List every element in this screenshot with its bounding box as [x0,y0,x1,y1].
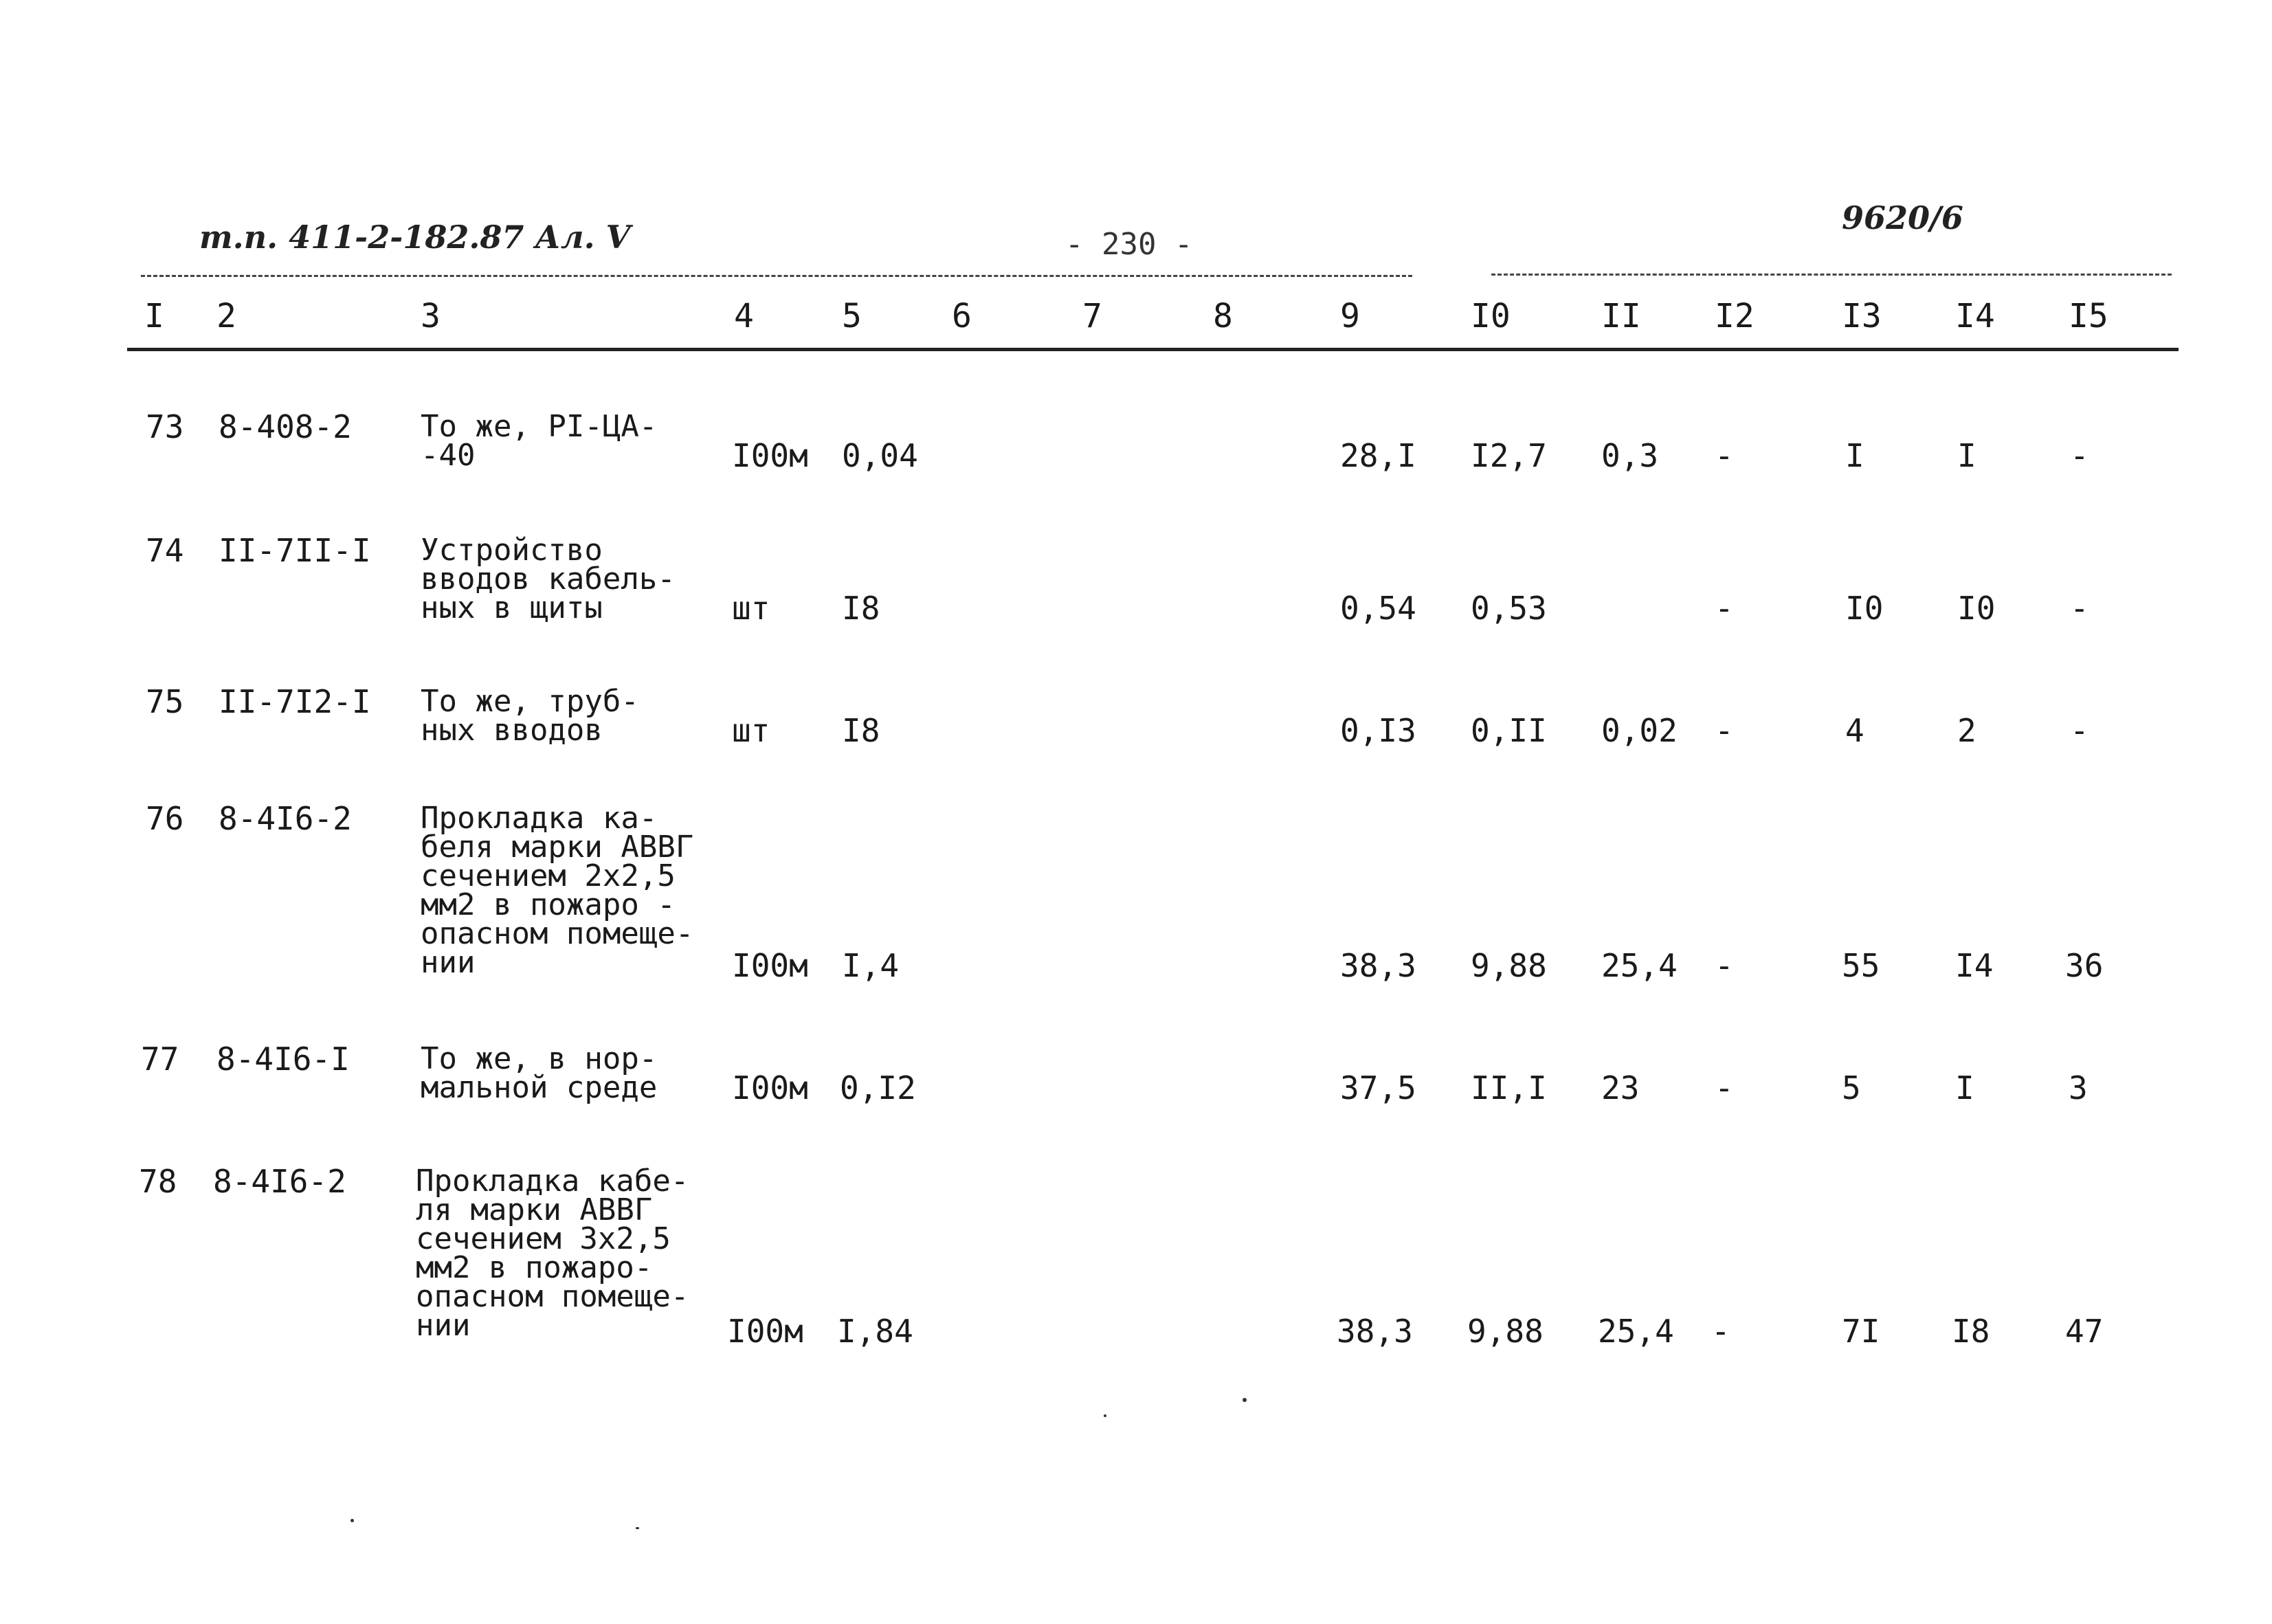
column-header: 8 [1213,297,1233,335]
row-description: Прокладка ка- беля марки АВВГ сечением 2х2,5 мм2 в пожаро - опасном помеще- нии [421,801,694,980]
row-col-12: - [1715,437,1734,474]
row-col-11: 23 [1601,1069,1640,1106]
column-header: I0 [1471,297,1511,335]
row-quantity: I,4 [842,947,900,984]
row-col-9: 37,5 [1340,1069,1416,1106]
row-number: 73 [146,408,184,445]
row-col-10: II,I [1471,1069,1547,1106]
row-col-15: 3 [2069,1069,2088,1106]
header-top-rule-left [141,275,1412,277]
sheet-code: 9620/6 [1842,199,1963,236]
row-col-15: - [2070,437,2089,474]
column-header: I4 [1955,297,1995,335]
page-number: - 230 - [1065,227,1193,262]
row-col-14: I4 [1955,947,1994,984]
row-unit: I00м [732,1069,808,1106]
row-col-9: 38,3 [1337,1313,1413,1350]
row-col-9: 0,I3 [1340,712,1416,749]
row-col-15: 47 [2065,1313,2104,1350]
row-col-13: 4 [1845,712,1864,749]
column-header: 9 [1340,297,1360,335]
row-col-9: 38,3 [1340,947,1416,984]
row-quantity: 0,I2 [840,1069,916,1106]
row-col-14: I0 [1957,590,1996,627]
row-description: То же, РI-ЦА- -40 [421,409,658,473]
row-unit: I00м [732,437,808,474]
row-number: 78 [139,1163,177,1200]
row-unit: I00м [727,1313,803,1350]
row-unit: I00м [732,947,808,984]
row-code: II-7I2-I [219,683,371,720]
row-col-10: 0,53 [1471,590,1547,627]
column-header: 5 [842,297,862,335]
row-col-15: - [2070,712,2089,749]
row-quantity: I,84 [837,1313,913,1350]
column-header: 4 [734,297,754,335]
row-col-13: I0 [1845,590,1884,627]
row-code: 8-4I6-I [216,1041,350,1078]
scan-speck [1104,1414,1106,1417]
row-col-12: - [1715,1069,1734,1106]
row-code: II-7II-I [219,532,371,569]
column-header: I3 [1842,297,1882,335]
row-quantity: I8 [842,712,880,749]
document-code: т.п. 411-2-182.87 Ал. V [199,219,631,256]
row-number: 77 [141,1041,179,1078]
row-code: 8-4I6-2 [219,800,352,837]
row-col-11: 25,4 [1601,947,1678,984]
row-description: Устройство вводов кабель- ных в щиты [421,533,676,625]
row-col-14: I8 [1952,1313,1990,1350]
row-col-11: 25,4 [1598,1313,1674,1350]
row-col-11: 0,02 [1601,712,1678,749]
row-col-9: 0,54 [1340,590,1416,627]
row-quantity: I8 [842,590,880,627]
row-col-10: I2,7 [1471,437,1547,474]
row-col-15: - [2070,590,2089,627]
row-description: Прокладка кабе- ля марки АВВГ сечением 3х2,5 мм2 в пожаро- опасном помеще- нии [416,1164,689,1343]
row-unit: шт [732,590,770,627]
column-header: II [1601,297,1641,335]
column-header: I5 [2069,297,2108,335]
column-header: 2 [216,297,236,335]
column-header: 7 [1082,297,1102,335]
column-header: 6 [952,297,972,335]
row-col-14: 2 [1957,712,1976,749]
header-bottom-rule [127,348,2179,351]
row-unit: шт [732,712,770,749]
column-header: I2 [1715,297,1755,335]
row-col-12: - [1715,712,1734,749]
row-number: 76 [146,800,184,837]
row-number: 74 [146,532,184,569]
row-description: То же, труб- ных вводов [421,684,639,748]
scan-speck [636,1527,639,1529]
row-col-14: I [1955,1069,1974,1106]
scan-speck [1243,1398,1247,1402]
column-header: I [144,297,164,335]
row-code: 8-408-2 [219,408,352,445]
scan-speck [350,1519,354,1522]
column-header: 3 [421,297,441,335]
row-col-15: 36 [2065,947,2104,984]
row-number: 75 [146,683,184,720]
row-description: То же, в нор- мальной среде [421,1041,658,1105]
row-col-13: 7I [1842,1313,1880,1350]
row-col-9: 28,I [1340,437,1416,474]
row-col-12: - [1711,1313,1730,1350]
row-col-10: 9,88 [1467,1313,1544,1350]
row-col-11: 0,3 [1601,437,1659,474]
row-col-13: 55 [1842,947,1880,984]
row-quantity: 0,04 [842,437,918,474]
row-col-14: I [1957,437,1976,474]
row-col-13: 5 [1842,1069,1861,1106]
row-col-12: - [1715,947,1734,984]
row-col-10: 9,88 [1471,947,1547,984]
row-col-13: I [1845,437,1864,474]
row-col-10: 0,II [1471,712,1547,749]
header-top-rule-right [1491,274,2172,276]
row-col-12: - [1715,590,1734,627]
row-code: 8-4I6-2 [213,1163,346,1200]
